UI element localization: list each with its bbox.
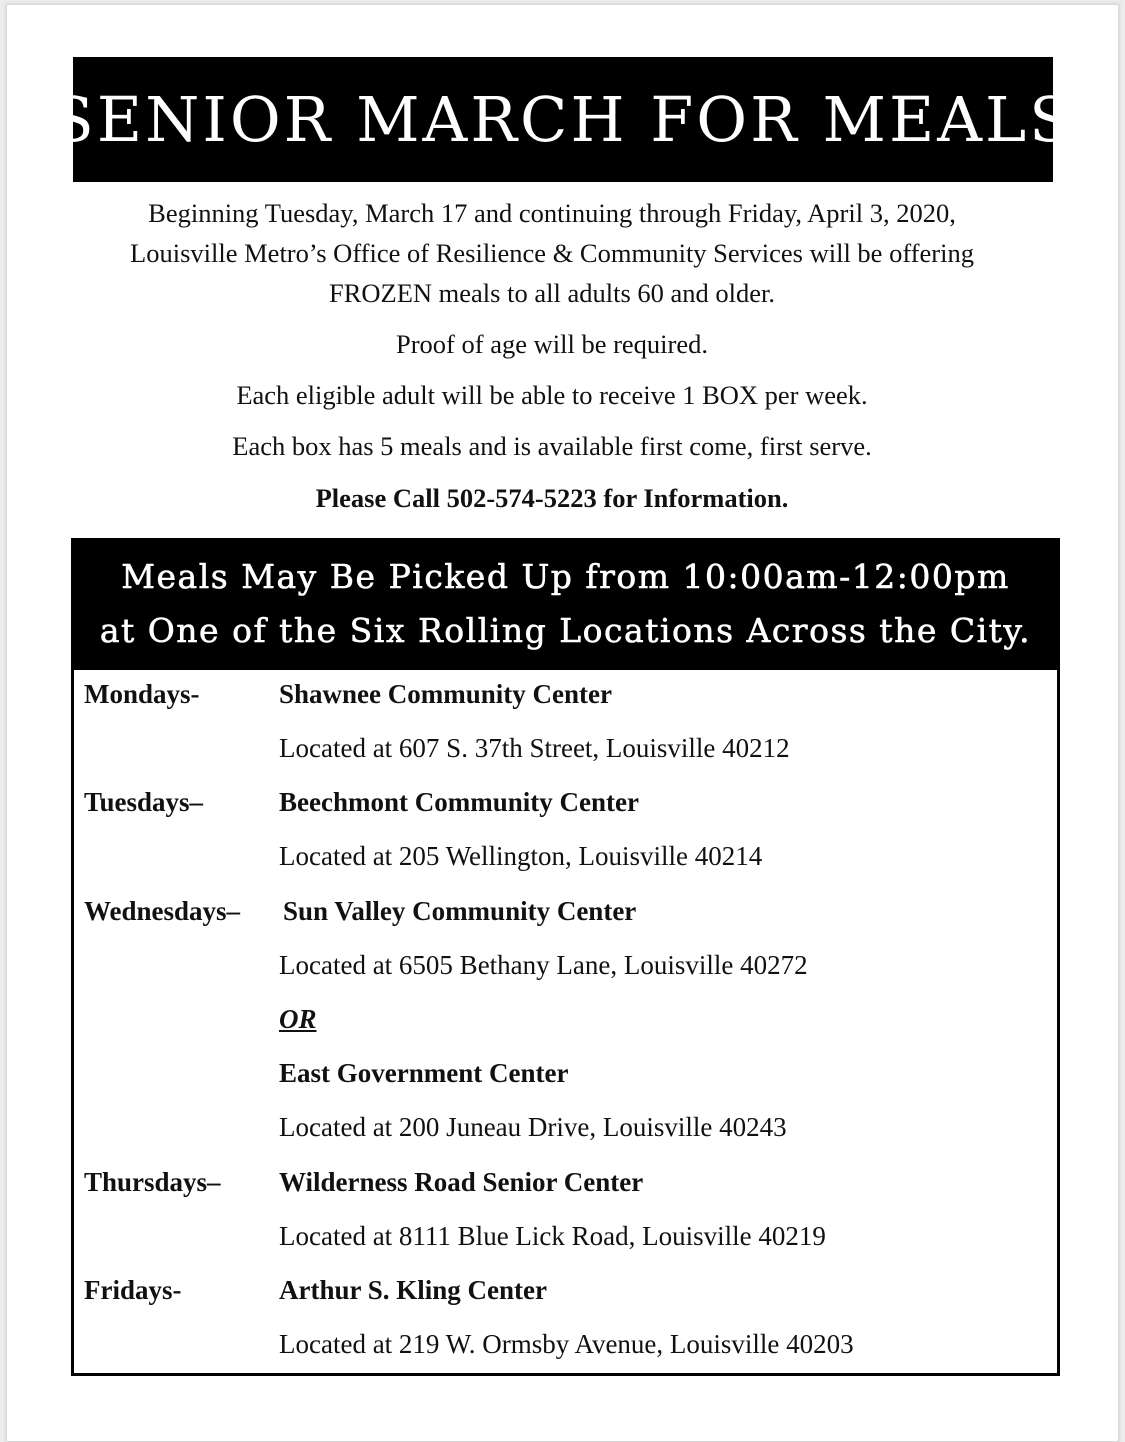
schedule-row-wednesday-or bbox=[74, 994, 1057, 1048]
day-label: Mondays- bbox=[84, 679, 200, 709]
title-banner bbox=[51, 57, 1075, 182]
venue-name: Beechmont Community Center bbox=[279, 787, 639, 817]
schedule-row-thursday bbox=[74, 1157, 1057, 1211]
schedule-row-thursday-address bbox=[74, 1211, 1057, 1265]
schedule-row-wednesday bbox=[74, 886, 1057, 940]
pickup-banner bbox=[71, 538, 1060, 670]
venue-address: Located at 8111 Blue Lick Road, Louisville 40219 bbox=[279, 1221, 826, 1251]
box-contents-note: Each box has 5 meals and is available first come, first serve. bbox=[232, 431, 872, 461]
schedule-row-tuesday-address bbox=[74, 831, 1057, 885]
venue-address: Located at 607 S. 37th Street, Louisville 40212 bbox=[279, 733, 790, 763]
venue-name: Sun Valley Community Center bbox=[283, 896, 637, 926]
schedule-row-friday-address bbox=[74, 1319, 1057, 1373]
venue-address: Located at 200 Juneau Drive, Louisville 40243 bbox=[279, 1112, 787, 1142]
intro-line-2: Louisville Metro’s Office of Resilience & Community Services will be offering bbox=[130, 238, 974, 268]
day-label: Fridays- bbox=[84, 1275, 182, 1305]
schedule-row-wednesday-alt bbox=[74, 1048, 1057, 1102]
schedule-row-wednesday-address bbox=[74, 940, 1057, 994]
schedule-row-monday bbox=[74, 669, 1057, 723]
venue-address: Located at 205 Wellington, Louisville 40214 bbox=[279, 841, 763, 871]
day-label: Tuesdays– bbox=[84, 787, 204, 817]
flyer-title: SENIOR MARCH FOR MEALS bbox=[51, 83, 1075, 156]
box-limit-note: Each eligible adult will be able to receive 1 BOX per week. bbox=[236, 380, 868, 410]
day-label: Wednesdays– bbox=[84, 896, 241, 926]
location-schedule bbox=[71, 665, 1060, 1376]
pickup-time-line: Meals May Be Picked Up from 10:00am-12:00pm bbox=[121, 557, 1010, 596]
intro-line-1: Beginning Tuesday, March 17 and continuing through Friday, April 3, 2020, bbox=[148, 198, 956, 228]
venue-address: Located at 6505 Bethany Lane, Louisville 40272 bbox=[279, 950, 808, 980]
schedule-row-tuesday bbox=[74, 777, 1057, 831]
venue-name: East Government Center bbox=[279, 1058, 569, 1088]
call-for-information: Please Call 502-574-5223 for Information. bbox=[315, 483, 789, 513]
intro-section bbox=[37, 193, 1067, 518]
or-divider: OR bbox=[279, 1004, 317, 1034]
schedule-row-friday bbox=[74, 1265, 1057, 1319]
intro-line-3: FROZEN meals to all adults 60 and older. bbox=[328, 278, 776, 308]
schedule-row-wednesday-alt-address bbox=[74, 1102, 1057, 1156]
day-label: Thursdays– bbox=[84, 1167, 221, 1197]
proof-of-age-note: Proof of age will be required. bbox=[395, 329, 708, 359]
pickup-locations-line: at One of the Six Rolling Locations Across the City. bbox=[99, 611, 1032, 650]
venue-address: Located at 219 W. Ormsby Avenue, Louisville 40203 bbox=[279, 1329, 854, 1359]
venue-name: Arthur S. Kling Center bbox=[279, 1275, 547, 1305]
venue-name: Shawnee Community Center bbox=[279, 679, 612, 709]
venue-name: Wilderness Road Senior Center bbox=[279, 1167, 644, 1197]
schedule-row-monday-address bbox=[74, 723, 1057, 777]
flyer-page bbox=[6, 4, 1119, 1442]
